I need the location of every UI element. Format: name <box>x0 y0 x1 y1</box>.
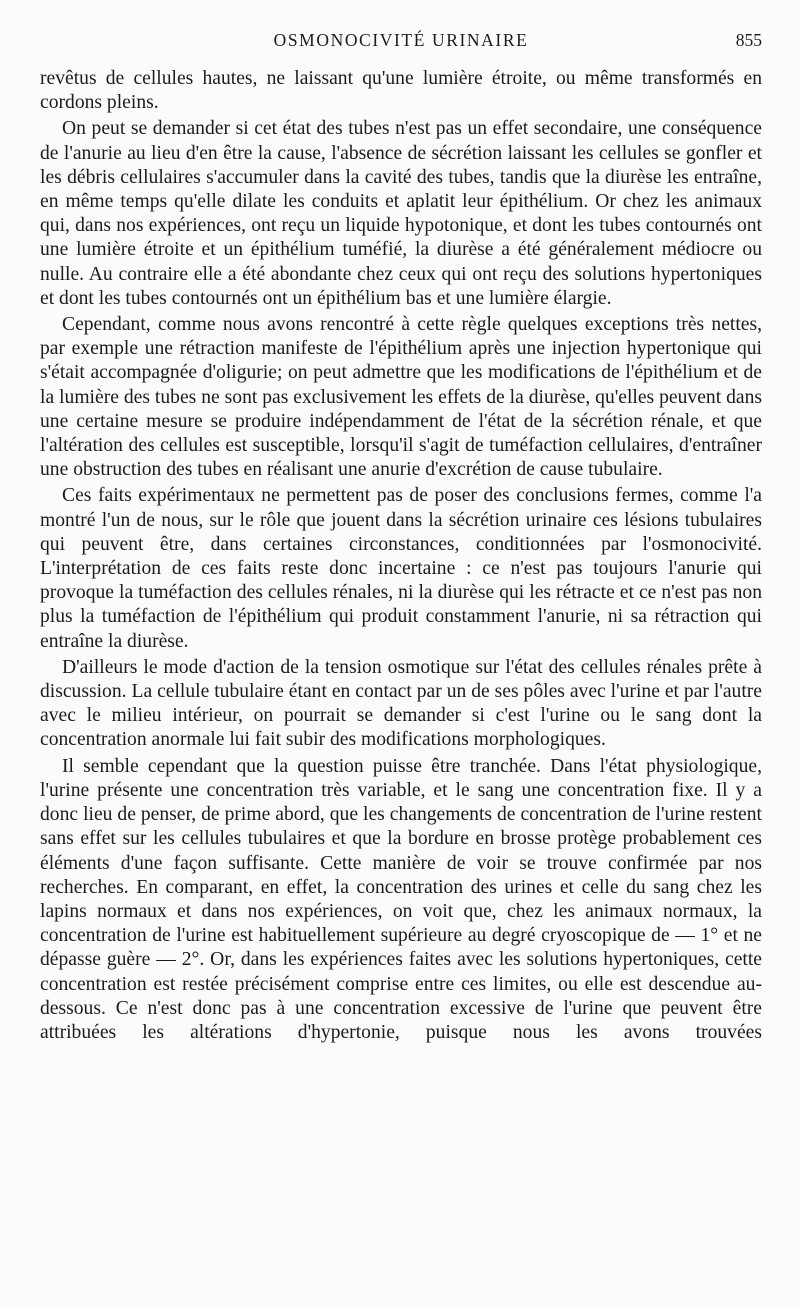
page-header <box>40 30 762 56</box>
paragraph: Ces faits expérimentaux ne permettent pas de poser des conclusions fermes, comme l'a montré l'un de nous, sur le rôle que jouent dans la sécrétion urinaire ces lésions tubulaires qui peuvent être, dans certaines circonstances, conditionnées par l'osmonocivité. L'interprétation de ces faits reste donc incertaine : ce n'est pas toujours l'anurie qui provoque la tuméfaction des cellules rénales, ni la diurèse qui les rétracte et ce n'est pas non plus la tuméfaction de l'épithélium qui produit constamment l'anurie, ni sa rétraction qui entraîne la diurèse. <box>40 485 762 652</box>
paragraph: Cependant, comme nous avons rencontré à cette règle quelques exceptions très nettes, par exemple une rétraction manifeste de l'épithélium après une injection hypertonique qui s'était accompagnée d'oligurie; on peut admettre que les modifications de l'épithélium et de la lumière des tubes ne sont pas exclusivement les effets de la diurèse, qu'elles peuvent dans une certaine mesure se produire indépendamment de l'état de la sécrétion rénale, et que l'altération des cellules est susceptible, lorsqu'il s'agit de tuméfaction cellulaires, d'entraîner une obstruction des tubes en réalisant une anurie d'excrétion de cause tubulaire. <box>40 314 762 481</box>
page-number: 855 <box>735 30 762 50</box>
paragraph: D'ailleurs le mode d'action de la tension osmotique sur l'état des cellules rénales prête à discussion. La cellule tubulaire étant en contact par un de ses pôles avec l'urine et par l'autre avec le milieu intérieur, on pourrait se demander si c'est l'urine ou le sang dont la concentration anormale lui fait subir des modifications morphologiques. <box>40 656 762 751</box>
paragraph: On peut se demander si cet état des tubes n'est pas un effet secondaire, une conséquence de l'anurie au lieu d'en être la cause, l'absence de sécrétion laissant les cellules se gonfler et les débris cellulaires s'accumuler dans la cavité des tubes, tandis que la diurèse les entraîne, en même temps qu'elle dilate les conduits et aplatit leur épithélium. Or chez les animaux qui, dans nos expériences, ont reçu un liquide hypotonique, et dont les tubes contournés ont une lumière étroite et un épithélium tuméfié, la diurèse a été généralement médiocre ou nulle. Au contraire elle a été abondante chez ceux qui ont reçu des solutions hypertoniques et dont les tubes contournés ont un épithélium bas et une lumière élargie. <box>40 118 762 309</box>
body-text <box>40 67 762 1045</box>
running-title: OSMONOCIVITÉ URINAIRE <box>273 30 529 50</box>
paragraph: Il semble cependant que la question puisse être tranchée. Dans l'état physiologique, l'urine présente une concentration très variable, et le sang une concentration fixe. Il y a donc lieu de penser, de prime abord, que les changements de concentration de l'urine restent sans effet sur les cellules tubulaires et que la bordure en brosse protège probablement ces éléments d'une façon suffisante. Cette manière de voir se trouve confirmée par nos recherches. En comparant, en effet, la concentration des urines et celle du sang chez les lapins normaux et dans nos expériences, on voit que, chez les animaux normaux, la concentration de l'urine est habituellement supérieure au degré cryoscopique de — 1° et ne dépasse guère — 2°. Or, dans les expériences faites avec les solutions hypertoniques, cette concentration est restée précisément comprise entre ces limites, ou elle est descendue au-dessous. Ce n'est donc pas à une concentration excessive de l'urine que peuvent être attribuées les altérations d'hypertonie, puisque nous les avons trouvées <box>40 755 762 1043</box>
paragraph-continuation: revêtus de cellules hautes, ne laissant qu'une lumière étroite, ou même transformés en cordons pleins. <box>40 68 762 114</box>
